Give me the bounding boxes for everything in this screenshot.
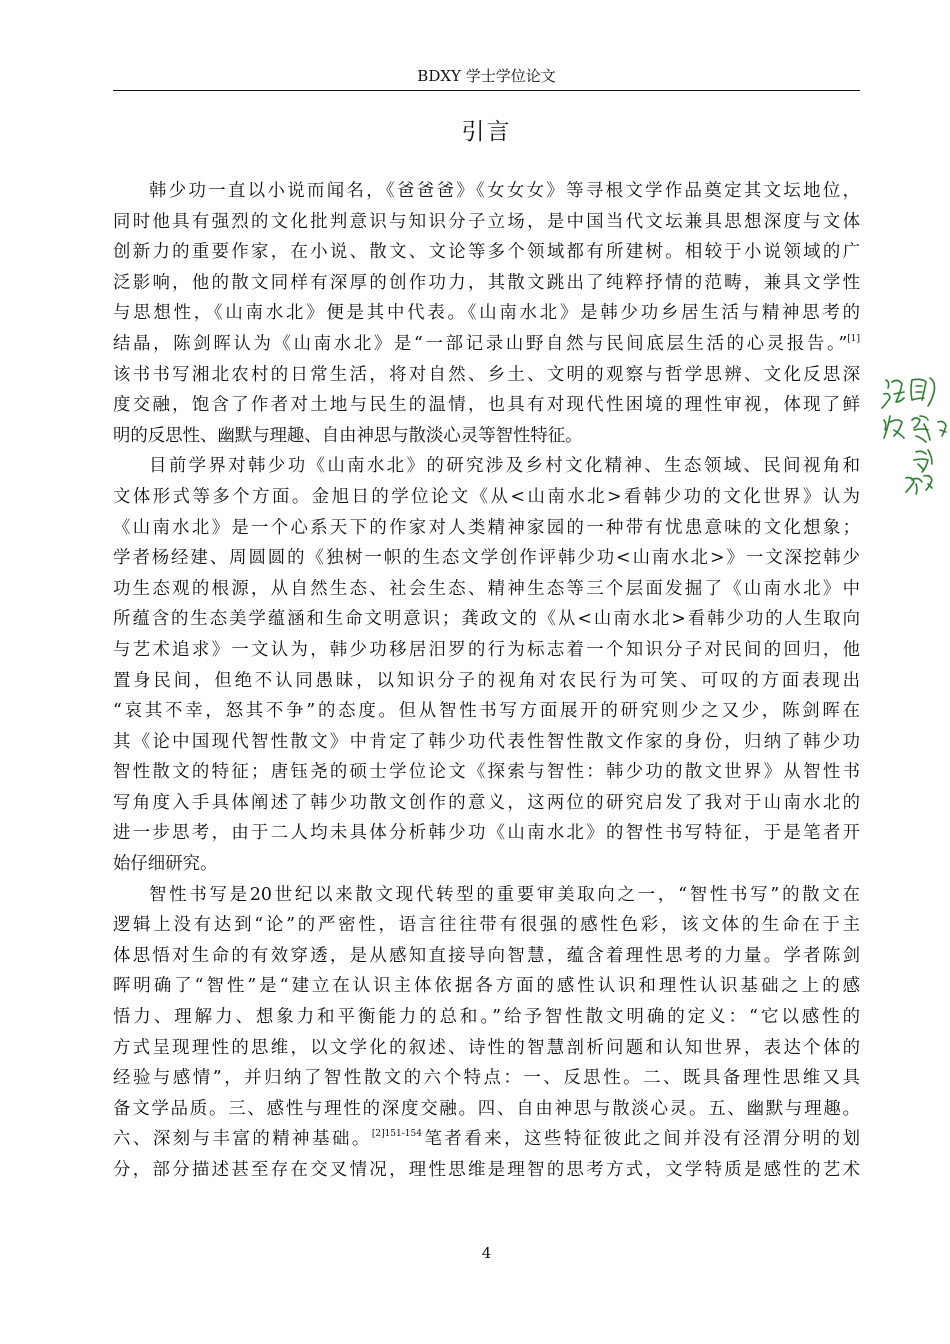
section-title: 引言 [461, 119, 512, 145]
line-text: 置身民间，但绝不认同愚昧，以知识分子的视角对农民行为可笑、可叹的方面表现出 [113, 670, 860, 691]
text-line [113, 390, 860, 421]
line-text: 写角度入手具体阐述了韩少功散文创作的意义，这两位的研究启发了我对于山南水北的 [113, 792, 860, 813]
line-text: 《山南水北》是一个心系天下的作家对人类精神家园的一种带有忧患意味的文化想象； [113, 517, 860, 538]
handwritten-margin-note [876, 372, 950, 502]
body-text [113, 176, 860, 1186]
line-text: 悟力、理解力、想象力和平衡能力的总和。”给予智性散文明确的定义：“它以感性的 [113, 1007, 860, 1028]
text-line [113, 268, 860, 299]
text-line [113, 513, 860, 544]
line-text: 创新力的重要作家，在小说、散文、文论等多个领域都有所建树。相较于小说领域的广 [113, 242, 860, 263]
text-line [113, 298, 860, 329]
paragraph [113, 176, 860, 451]
line-text: 结晶，陈剑晖认为《山南水北》是“一部记录山野自然与民间底层生活的心灵报告。” [113, 333, 848, 354]
text-line [113, 971, 860, 1002]
line-text: 文体形式等多个方面。金旭日的学位论文《从<山南水北>看韩少功的文化世界》认为 [113, 486, 860, 507]
line-text: 与艺术追求》一文认为，韩少功移居汨罗的行为标志着一个知识分子对民间的回归，他 [113, 639, 860, 660]
line-text: 与思想性，《山南水北》便是其中代表。《山南水北》是韩少功乡居生活与精神思考的 [113, 303, 860, 324]
header-rule [113, 90, 860, 91]
paragraph [113, 451, 860, 879]
line-text: 学者杨经建、周圆圆的《独树一帜的生态文学创作评韩少功<山南水北>》一文深挖韩少 [113, 548, 860, 569]
text-line [113, 1063, 860, 1094]
text-line [113, 207, 860, 238]
text-line [113, 941, 860, 972]
text-line [113, 329, 860, 360]
page-number: 4 [481, 1244, 492, 1262]
line-text: 备文学品质。三、感性与理性的深度交融。四、自由神思与散淡心灵。五、幽默与理趣。 [113, 1098, 860, 1119]
text-line [113, 880, 860, 911]
line-text: 始仔细研究。 [113, 854, 218, 875]
page-header: BDXY 学士学位论文 [417, 67, 556, 85]
line-text: 六、深刻与丰富的精神基础。 [113, 1129, 372, 1150]
line-text: 功生态观的根源，从自然生态、社会生态、精神生态等三个层面发掘了《山南水北》中 [113, 578, 860, 599]
line-text: 体思悟对生命的有效穿透，是从感知直接导向智慧，蕴含着理性思考的力量。学者陈剑 [113, 945, 860, 966]
line-text: 进一步思考，由于二人均未具体分析韩少功《山南水北》的智性书写特征，于是笔者开 [113, 823, 860, 844]
line-text: 韩少功一直以小说而闻名，《爸爸爸》《女女女》等寻根文学作品奠定其文坛地位， [149, 181, 860, 201]
text-line [113, 176, 860, 207]
text-line [113, 1155, 860, 1186]
citation-mark: [2]151-154 [371, 1129, 422, 1140]
line-text: 该书书写湘北农村的日常生活，将对自然、乡土、文明的观察与哲学思辨、文化反思深 [113, 364, 860, 385]
text-line [113, 421, 860, 452]
citation-mark: [1] [847, 333, 860, 344]
line-text-continued: 笔者看来，这些特征彼此之间并没有泾渭分明的划 [421, 1129, 860, 1150]
text-line [113, 788, 860, 819]
text-line [113, 818, 860, 849]
line-text: 同时他具有强烈的文化批判意识与知识分子立场，是中国当代文坛兼具思想深度与文体 [113, 211, 860, 232]
line-text: 泛影响，他的散文同样有深厚的创作功力，其散文跳出了纯粹抒情的范畴，兼具文学性 [113, 272, 860, 293]
text-line [113, 1124, 860, 1155]
text-line [113, 666, 860, 697]
line-text: 晖明确了“智性”是“建立在认识主体依据各方面的感性认识和理性认识基础之上的感 [113, 976, 860, 997]
paragraph [113, 880, 860, 1186]
text-line [113, 910, 860, 941]
line-text: 明的反思性、幽默与理趣、自由神思与散淡心灵等智性特征。 [113, 425, 583, 446]
text-line [113, 849, 860, 880]
text-line [113, 360, 860, 391]
text-line [113, 604, 860, 635]
line-text: 目前学界对韩少功《山南水北》的研究涉及乡村文化精神、生态领域、民间视角和 [149, 456, 860, 477]
text-line [113, 1094, 860, 1125]
text-line [113, 1033, 860, 1064]
text-line [113, 757, 860, 788]
line-text: 方式呈现理性的思维，以文学化的叙述、诗性的智慧剖析问题和认知世界，表达个体的 [113, 1037, 860, 1058]
line-text: 智性散文的特征；唐钰尧的硕士学位论文《探索与智性：韩少功的散文世界》从智性书 [113, 762, 860, 783]
text-line [113, 696, 860, 727]
line-text: 分，部分描述甚至存在交叉情况，理性思维是理智的思考方式，文学特质是感性的艺术 [113, 1160, 860, 1180]
line-text: 经验与感情”，并归纳了智性散文的六个特点：一、反思性。二、既具备理性思维又具 [113, 1068, 860, 1089]
text-line [113, 635, 860, 666]
text-line [113, 543, 860, 574]
line-text: “哀其不幸，怒其不争”的态度。但从智性书写方面展开的研究则少之又少，陈剑晖在 [113, 701, 860, 722]
text-line [113, 727, 860, 758]
text-line [113, 482, 860, 513]
text-line [113, 574, 860, 605]
line-text: 度交融，饱含了作者对土地与民生的温情，也具有对现代性困境的理性审视，体现了鲜 [113, 395, 860, 416]
line-text: 智性书写是20世纪以来散文现代转型的重要审美取向之一，“智性书写”的散文在 [149, 884, 860, 905]
text-line [113, 451, 860, 482]
line-text: 所蕴含的生态美学蕴涵和生命文明意识；龚政文的《从<山南水北>看韩少功的人生取向 [113, 609, 860, 630]
text-line [113, 1002, 860, 1033]
line-text: 其《论中国现代智性散文》中肯定了韩少功代表性智性散文作家的身份，归纳了韩少功 [113, 731, 860, 752]
text-line [113, 237, 860, 268]
line-text: 逻辑上没有达到“论”的严密性，语言往往带有很强的感性色彩，该文体的生命在于主 [113, 915, 860, 936]
